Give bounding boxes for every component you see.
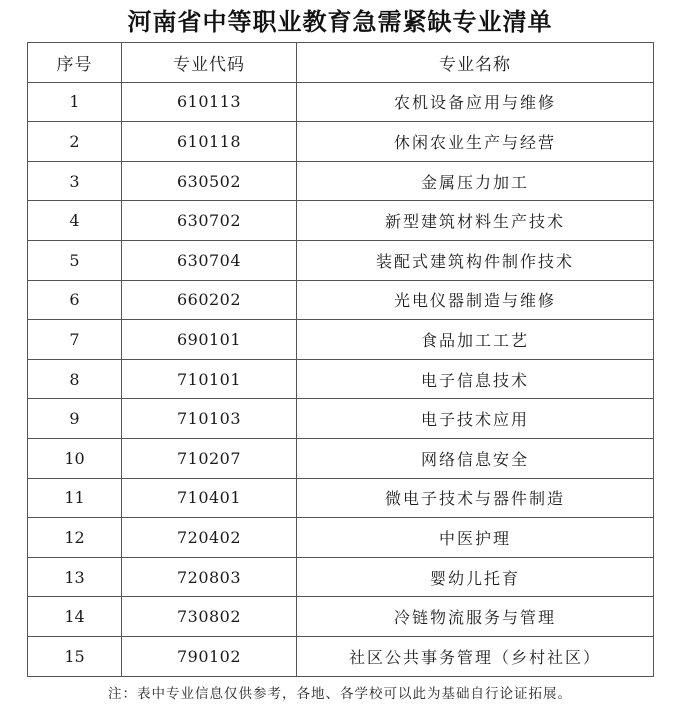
table-row xyxy=(28,399,654,439)
table-row xyxy=(28,280,654,320)
table-row xyxy=(28,82,654,122)
row-index: 7 xyxy=(28,320,122,360)
row-index: 11 xyxy=(28,478,122,518)
row-code: 710401 xyxy=(122,478,297,518)
row-index: 9 xyxy=(28,399,122,439)
table-row xyxy=(28,122,654,162)
row-name: 婴幼儿托育 xyxy=(297,557,654,597)
row-index: 3 xyxy=(28,161,122,201)
row-index: 1 xyxy=(28,82,122,122)
majors-table xyxy=(27,42,654,677)
row-code: 660202 xyxy=(122,280,297,320)
row-code: 720402 xyxy=(122,518,297,558)
row-code: 790102 xyxy=(122,636,297,676)
row-code: 710207 xyxy=(122,438,297,478)
row-code: 730802 xyxy=(122,597,297,637)
row-index: 10 xyxy=(28,438,122,478)
row-name: 网络信息安全 xyxy=(297,438,654,478)
table-row xyxy=(28,438,654,478)
row-index: 14 xyxy=(28,597,122,637)
row-index: 13 xyxy=(28,557,122,597)
row-index: 15 xyxy=(28,636,122,676)
table-row xyxy=(28,320,654,360)
row-name: 农机设备应用与维修 xyxy=(297,82,654,122)
row-name: 食品加工工艺 xyxy=(297,320,654,360)
footnote: 注：表中专业信息仅供参考，各地、各学校可以此为基础自行论证拓展。 xyxy=(108,686,572,702)
row-code: 630702 xyxy=(122,201,297,241)
row-index: 2 xyxy=(28,122,122,162)
row-code: 690101 xyxy=(122,320,297,360)
row-name: 电子信息技术 xyxy=(297,359,654,399)
row-name: 新型建筑材料生产技术 xyxy=(297,201,654,241)
row-index: 6 xyxy=(28,280,122,320)
header-code: 专业代码 xyxy=(122,43,297,83)
row-code: 630704 xyxy=(122,240,297,280)
row-index: 4 xyxy=(28,201,122,241)
row-name: 光电仪器制造与维修 xyxy=(297,280,654,320)
table-row xyxy=(28,359,654,399)
row-name: 休闲农业生产与经营 xyxy=(297,122,654,162)
header-index: 序号 xyxy=(28,43,122,83)
row-name: 中医护理 xyxy=(297,518,654,558)
table-row xyxy=(28,597,654,637)
table-row xyxy=(28,636,654,676)
row-name: 冷链物流服务与管理 xyxy=(297,597,654,637)
table-row xyxy=(28,518,654,558)
row-name: 金属压力加工 xyxy=(297,161,654,201)
row-code: 720803 xyxy=(122,557,297,597)
row-code: 710101 xyxy=(122,359,297,399)
row-index: 12 xyxy=(28,518,122,558)
table-header-row xyxy=(28,43,654,83)
page-title: 河南省中等职业教育急需紧缺专业清单 xyxy=(127,8,553,36)
header-name: 专业名称 xyxy=(297,43,654,83)
row-code: 630502 xyxy=(122,161,297,201)
table-row xyxy=(28,201,654,241)
table-row xyxy=(28,557,654,597)
table-row xyxy=(28,161,654,201)
row-name: 社区公共事务管理（乡村社区） xyxy=(297,636,654,676)
row-code: 610118 xyxy=(122,122,297,162)
table-row xyxy=(28,240,654,280)
table-row xyxy=(28,478,654,518)
row-index: 5 xyxy=(28,240,122,280)
row-index: 8 xyxy=(28,359,122,399)
row-code: 710103 xyxy=(122,399,297,439)
row-name: 微电子技术与器件制造 xyxy=(297,478,654,518)
row-code: 610113 xyxy=(122,82,297,122)
row-name: 装配式建筑构件制作技术 xyxy=(297,240,654,280)
row-name: 电子技术应用 xyxy=(297,399,654,439)
